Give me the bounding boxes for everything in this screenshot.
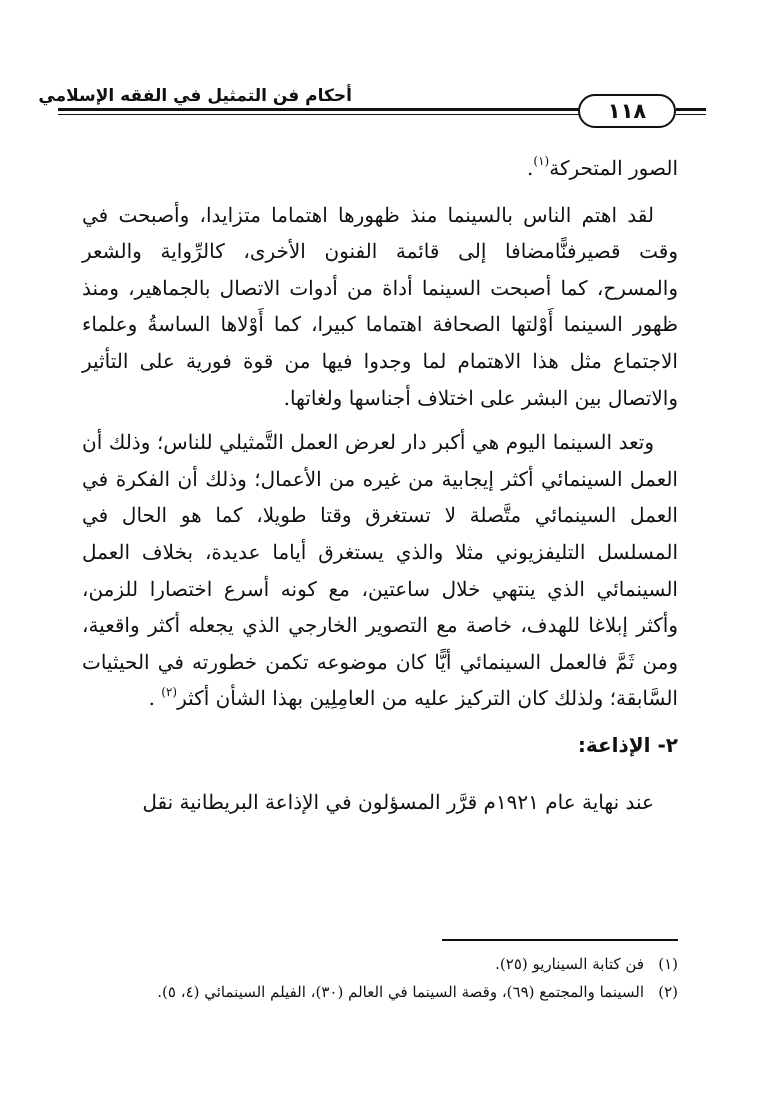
section-heading: ٢- الإذاعة: <box>577 732 678 757</box>
footnote-2 <box>78 978 678 1006</box>
paragraph-2 <box>82 424 678 717</box>
continuation-line <box>82 150 678 187</box>
footnote-number: (١) <box>658 955 678 973</box>
footnote-1 <box>78 950 678 978</box>
footnotes <box>78 950 678 1006</box>
running-title: أحكام فن التمثيل في الفقه الإسلامي <box>38 86 352 106</box>
footnote-number: (٢) <box>658 983 678 1001</box>
header-rule-stub-thin <box>676 114 706 115</box>
body-text <box>82 150 678 828</box>
paragraph-2-text: وتعد السينما اليوم هي أكبر دار لعرض العمل التَّمثيلي للناس؛ وذلك أن العمل السينمائي أكثر إيجابية من غيره من الأعمال؛ وذلك أن الفكرة في العمل السينمائي متَّصلة لا تستغرق وقتا طويلا، كما هو الحال في المسلسل التليفزيوني مثلا والذي يستغرق أياما عديدة، بخلاف العمل السينمائي الذي ينتهي خلال ساعتين، مع كونه أسرع اختصارا للزمن، وأكثر إبلاغا للهدف، خاصة مع التصوير الخارجي الذي يجعله أكثر واقعية، ومن ثَمَّ فالعمل السينمائي أيًّا كان موضوعه تكمن خطورته في الحيثيات السَّابقة؛ ولذلك كان التركيز عليه من العامِلِين بهذا الشأن أكثر <box>82 430 678 711</box>
footnote-ref-2[interactable]: (٢) <box>161 684 178 699</box>
footnote-text: فن كتابة السيناريو (٢٥). <box>495 955 644 973</box>
paragraph-3: عند نهاية عام ١٩٢١م قرَّر المسؤلون في الإذاعة البريطانية نقل <box>142 789 654 814</box>
paragraph-2-end: . <box>148 686 162 711</box>
continuation-end: . <box>527 156 534 180</box>
paragraph-1: لقد اهتم الناس بالسينما منذ ظهورها اهتماما متزايدا، وأصبحت في وقت قصيرفنًّامضافا إلى قائمة الفنون الأخرى، كالرِّواية والشعر والمسرح، كما أصبحت السينما أداة من أدوات الاتصال بالجماهير، ومنذ ظهور السينما أَوْلتها الصحافة اهتماما كبيرا، كما أَوْلاها الساسةُ وعلماء الاجتماع مثل هذا الاهتمام لما وجدوا فيها من قوة فورية على التأثير والاتصال بين البشر على اختلاف أجناسها ولغاتها. <box>82 202 678 410</box>
continuation-text: الصور المتحركة <box>549 156 678 180</box>
header-rule-stub-thick <box>676 108 706 111</box>
header-rule-thin <box>58 114 610 115</box>
header-rule-thick <box>58 108 610 111</box>
footnote-text: السينما والمجتمع (٦٩)، وقصة السينما في العالم (٣٠)، الفيلم السينمائي (٤، ٥). <box>157 983 644 1001</box>
page-number: ١١٨ <box>578 94 676 128</box>
footnote-separator <box>442 939 678 941</box>
footnote-ref-1[interactable]: (١) <box>533 154 550 169</box>
